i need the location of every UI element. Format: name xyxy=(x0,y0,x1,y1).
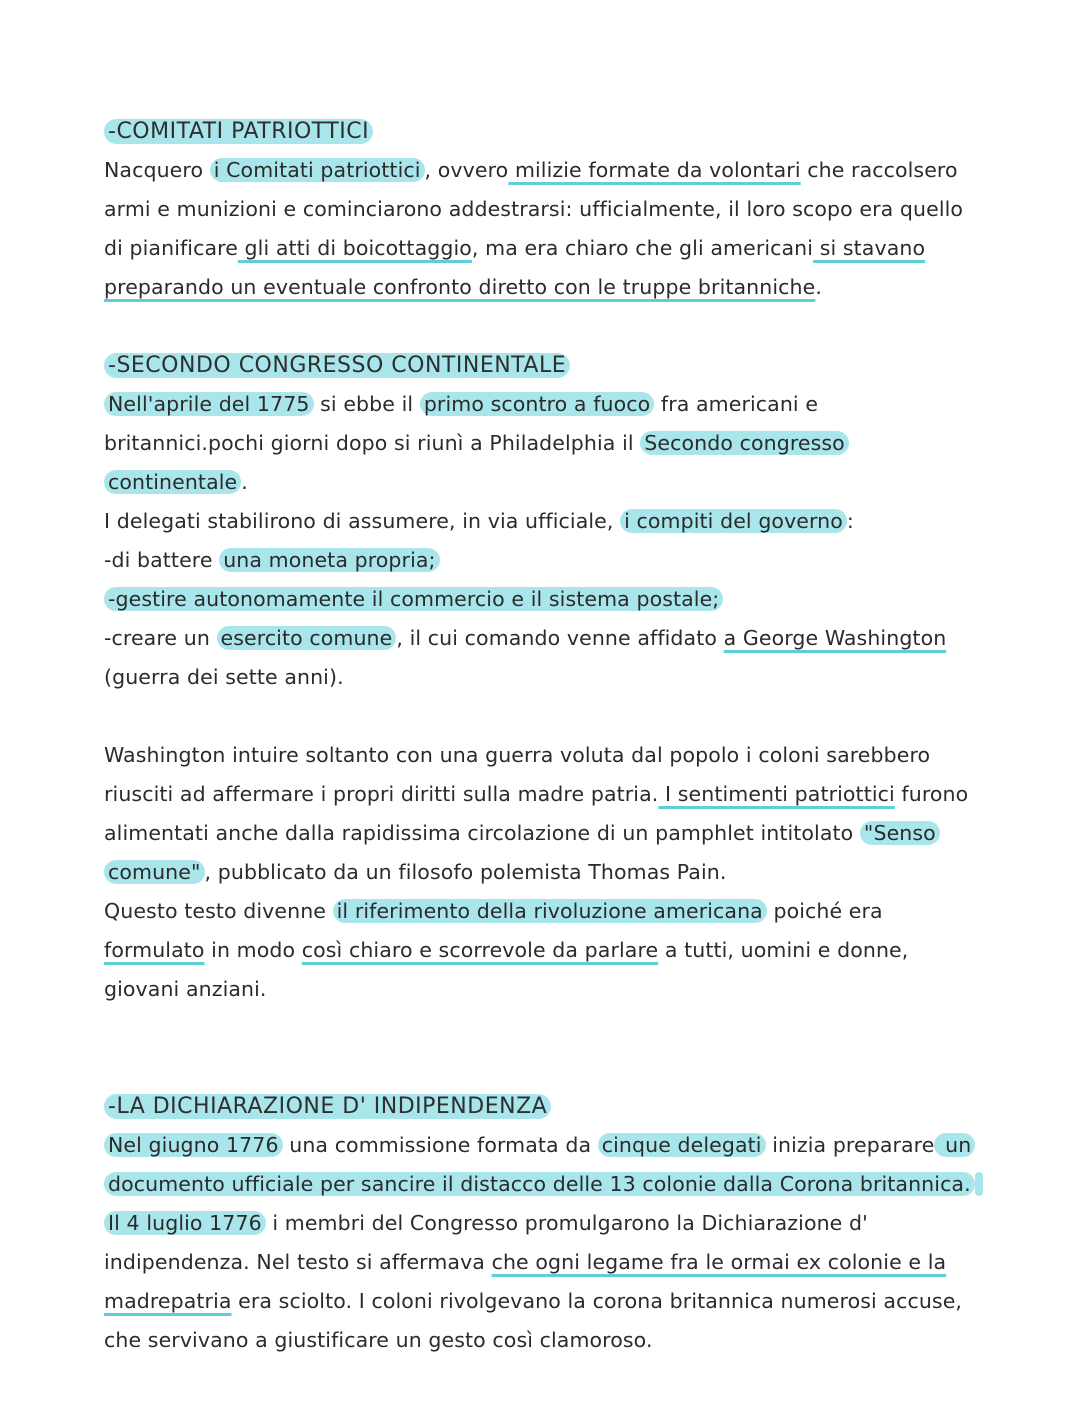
underline: si stavano preparando un eventuale confronto diretto con le truppe britanniche xyxy=(104,236,926,299)
highlight: un documento ufficiale per sancire il distacco delle 13 colonie dalla Corona britannica. xyxy=(104,1133,975,1196)
highlight: Nell'aprile del 1775 xyxy=(104,392,314,416)
text: , ma era chiaro che gli americani xyxy=(471,236,814,260)
underline: milizie formate da volontari xyxy=(508,158,801,182)
text: I delegati stabilirono di assumere, in via ufficiale, xyxy=(104,509,621,533)
highlight: primo scontro a fuoco xyxy=(420,392,654,416)
highlight: "Senso comune" xyxy=(104,821,940,884)
list-item xyxy=(104,580,984,619)
text: i membri del Congresso promulgarono la Dichiarazione d' indipendenza. Nel testo si affermava xyxy=(104,1211,868,1274)
paragraph xyxy=(104,736,984,892)
text: Nacquero xyxy=(104,158,210,182)
text: una commissione formata da xyxy=(282,1133,598,1157)
highlight: -gestire autonomamente il commercio e il sistema postale; xyxy=(104,587,723,611)
highlight: Nel giugno 1776 xyxy=(104,1133,283,1157)
underline: che ogni legame fra le ormai ex colonie e la madrepatria xyxy=(104,1250,947,1313)
highlight: i compiti del governo xyxy=(620,509,847,533)
paragraph xyxy=(104,892,984,1009)
heading-highlight: -SECONDO CONGRESSO CONTINENTALE xyxy=(104,353,570,378)
text: . xyxy=(241,470,248,494)
paragraph xyxy=(104,1126,984,1360)
text: furono alimentati anche dalla rapidissima circolazione di un pamphlet intitolato xyxy=(104,782,969,845)
text: Washington intuire soltanto con una guerra voluta dal popolo i coloni sarebbero riusciti ad affermare i propri diritti sulla madre patria. xyxy=(104,743,931,806)
text: fra americani e britannici.pochi giorni dopo si riunì a Philadelphia il xyxy=(104,392,819,455)
text: , pubblicato da un filosofo polemista Thomas Pain. xyxy=(204,860,727,884)
heading-highlight: -COMITATI PATRIOTTICI xyxy=(104,119,373,144)
text: : xyxy=(846,509,854,533)
section-heading xyxy=(104,1087,984,1126)
underline: formulato xyxy=(104,938,205,962)
section-heading xyxy=(104,112,984,151)
text: inizia preparare xyxy=(765,1133,935,1157)
highlight: una moneta propria; xyxy=(219,548,439,572)
paragraph xyxy=(104,502,984,541)
underline: a George Washington xyxy=(723,626,947,650)
highlight: i Comitati patriottici xyxy=(210,158,425,182)
section-dichiarazione xyxy=(104,1087,984,1360)
text: che raccolsero armi e munizioni e cominciarono addestrarsi: ufficialmente, il loro scopo era quello di pianificare xyxy=(104,158,964,260)
section-comitati xyxy=(104,112,984,307)
text: . xyxy=(815,275,822,299)
heading-highlight: -LA DICHIARAZIONE D' INDIPENDENZA xyxy=(104,1094,551,1119)
text: a tutti, uomini e donne, giovani anziani. xyxy=(104,938,909,1001)
section-washington xyxy=(104,736,984,1009)
text: in modo xyxy=(204,938,302,962)
text: , il cui comando venne affidato xyxy=(396,626,724,650)
text: Questo testo divenne xyxy=(104,899,333,923)
highlight: Secondo congresso continentale xyxy=(104,431,849,494)
list-item xyxy=(104,619,984,697)
text: poiché era xyxy=(766,899,883,923)
underline: gli atti di boicottaggio xyxy=(237,236,472,260)
paragraph xyxy=(104,151,984,307)
notes-page xyxy=(104,112,984,1360)
highlight: cinque delegati xyxy=(598,1133,766,1157)
paragraph xyxy=(104,385,984,502)
text: -creare un xyxy=(104,626,217,650)
list-item xyxy=(104,541,984,580)
highlight: esercito comune xyxy=(217,626,397,650)
highlight: Il 4 luglio 1776 xyxy=(104,1172,983,1235)
section-congresso xyxy=(104,346,984,697)
underline: così chiaro e scorrevole da parlare xyxy=(301,938,659,962)
text: si ebbe il xyxy=(313,392,420,416)
section-heading xyxy=(104,346,984,385)
text: -di battere xyxy=(104,548,220,572)
text: (guerra dei sette anni). xyxy=(104,665,344,689)
text: era sciolto. I coloni rivolgevano la corona britannica numerosi accuse, che servivano a giustificare un gesto così clamoroso. xyxy=(104,1289,963,1352)
text: , ovvero xyxy=(424,158,509,182)
highlight: il riferimento della rivoluzione americana xyxy=(333,899,767,923)
underline: I sentimenti patriottici xyxy=(658,782,895,806)
